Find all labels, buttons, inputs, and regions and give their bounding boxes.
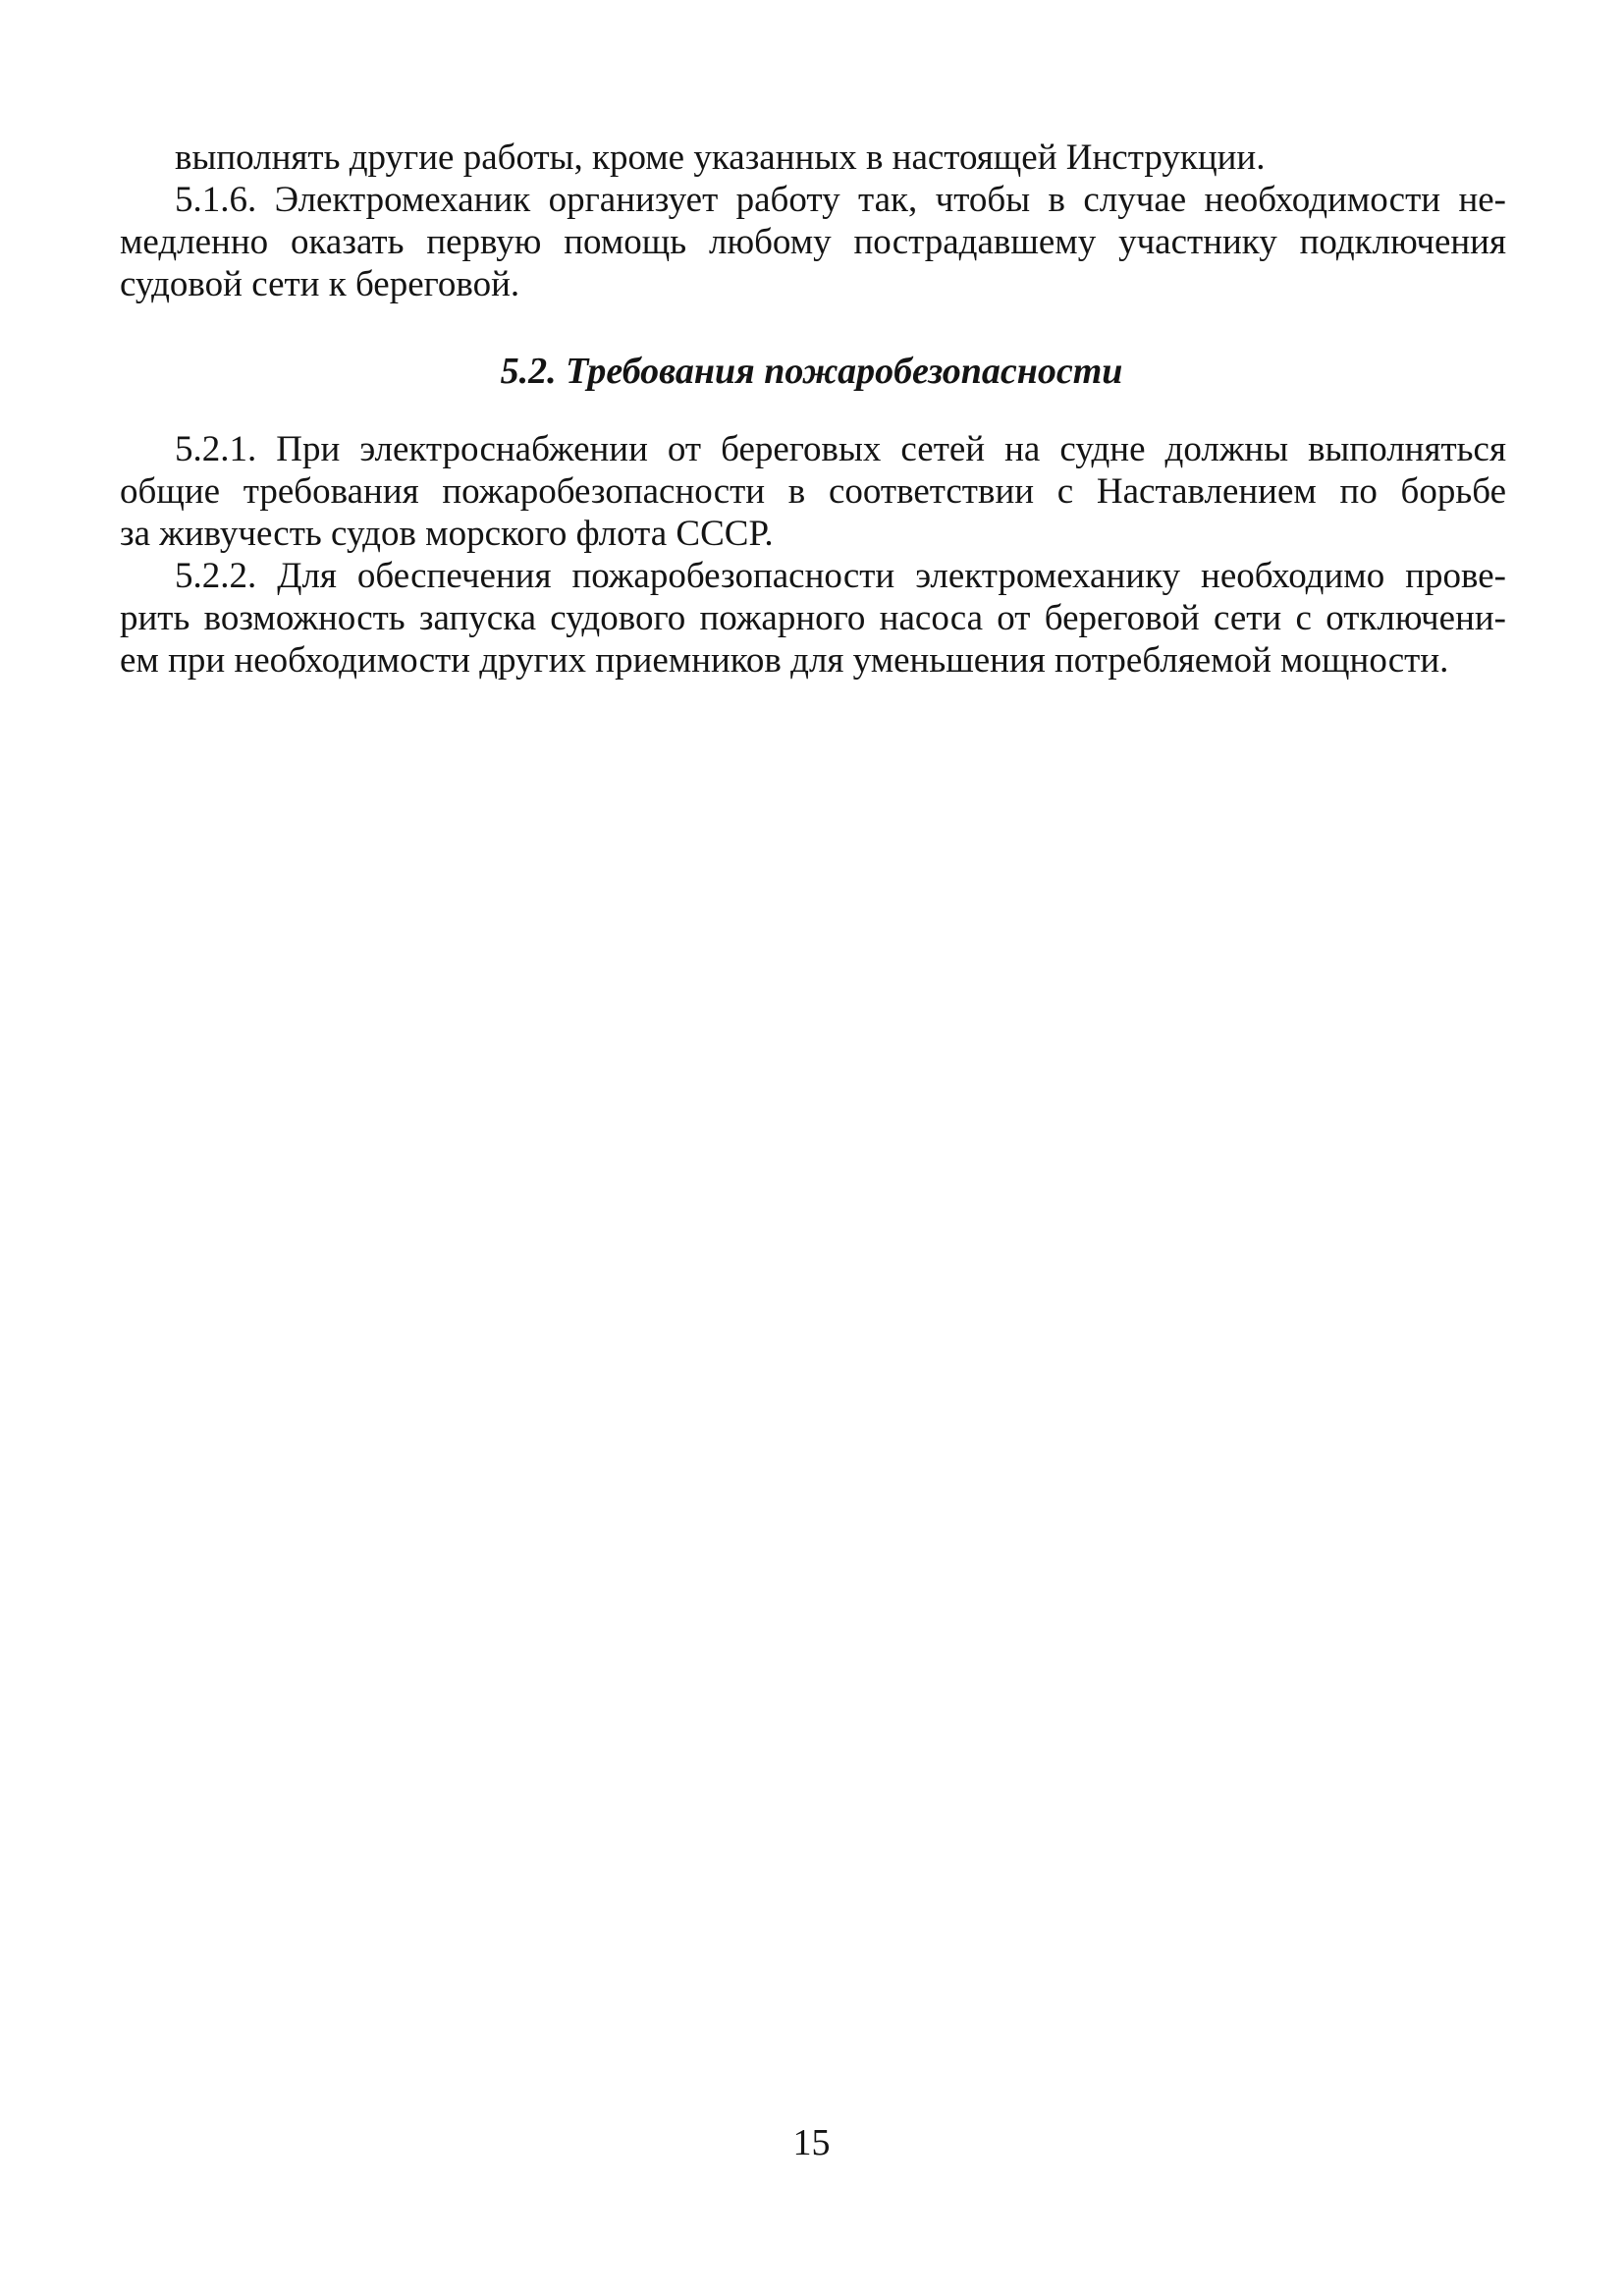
paragraph-5-2-1-line: за живучесть судов морского флота СССР. xyxy=(120,514,774,554)
section-text-block xyxy=(120,428,1506,682)
paragraph-continuation-line: выполнять другие работы, кроме указанных в настоящей Инструкции. xyxy=(175,137,1266,178)
paragraph-5-2-2-line: 5.2.2. Для обеспечения пожаробезопасности электромеханику необходимо прове- xyxy=(175,556,1506,596)
page-number: 15 xyxy=(792,2122,831,2163)
paragraph-5-1-6-line: судовой сети к береговой. xyxy=(120,264,520,304)
paragraph-5-2-2-line: ем при необходимости других приемников для уменьшения потребляемой мощности. xyxy=(120,640,1449,681)
paragraph-5-1-6-line: 5.1.6. Электромеханик организует работу так, чтобы в случае необходимости не- xyxy=(175,180,1506,220)
section-heading: 5.2. Требования пожаробезопасности xyxy=(500,351,1123,392)
top-text-block xyxy=(120,137,1506,305)
paragraph-5-2-1-line: 5.2.1. При электроснабжении от береговых сетей на судне должны выполняться xyxy=(175,429,1506,469)
paragraph-5-2-2-line: рить возможность запуска судового пожарного насоса от береговой сети с отключени- xyxy=(120,598,1506,638)
paragraph-5-2-1-line: общие требования пожаробезопасности в соответствии с Наставлением по борьбе xyxy=(120,471,1506,512)
paragraph-5-1-6-line: медленно оказать первую помощь любому пострадавшему участнику подключения xyxy=(120,222,1506,262)
